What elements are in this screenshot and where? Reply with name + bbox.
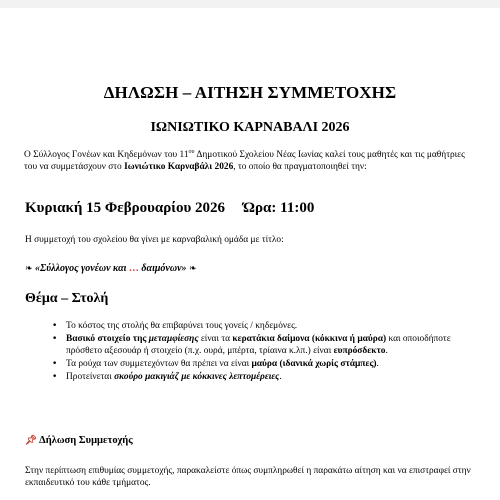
costume-heading: Θέμα – Στολή [25,291,109,306]
ornament-leaf-icon: ❧ [189,264,197,274]
group-title: ❧ «Σύλλογος γονέων και … δαιμόνων» ❧ [25,263,197,274]
event-time: Ώρα: 11:00 [243,200,315,216]
pushpin-icon: 📌︎ [25,435,38,446]
declaration-text: Στην περίπτωση επιθυμίας συμμετοχής, παρακαλείστε όπως συμπληρωθεί η παρακάτω αίτηση και να επιστραφεί στην εκπαιδευτικό του κάθε τμήματος. [25,466,471,488]
participation-text: Η συμμετοχή του σχολείου θα γίνει με καρναβαλική ομάδα με τίτλο: [25,235,284,245]
costume-list [54,321,474,385]
event-date: Κυριακή 15 Φεβρουαρίου 2026 [25,200,225,216]
event-date-time [25,200,314,217]
document-title: ΔΗΛΩΣΗ – ΑΙΤΗΣΗ ΣΥΜΜΕΤΟΧΗΣ [103,83,397,102]
declaration-heading: 📌︎ Δήλωση Συμμετοχής [25,435,133,446]
intro-paragraph: Ο Σύλλογος Γονέων και Κηδεμόνων του $11^{o\upsilon}$ Δημοτικού Σχολείου Νέας Ιωνίας καλεί τους μαθητές και τις μαθήτριες του να συμμετάσχουν στο Ιωνιώτικο Καρναβάλι 2026, το οποίο θα πραγματοποιηθεί την: [24,148,465,172]
list-item: • Τα ρούχα των συμμετεχόντων θα πρέπει να είναι μαύρα (ιδανικά χωρίς στάμπες). [54,359,474,371]
list-item: • Βασικό στοιχείο της μεταμφίεσης είναι τα κερατάκια δαίμονα (κόκκινα ή μαύρα) και οποιοδήποτε πρόσθετο αξεσουάρ ή στοιχείο (π.χ. ουρά, μπέρτα, τρίαινα κ.λπ.) είναι ευπρόσδεκτο. [54,334,474,357]
ornament-leaf-icon: ❧ [25,264,33,274]
list-item: • Το κόστος της στολής θα επιβαρύνει τους γονείς / κηδεμόνες. [54,321,474,333]
document-subtitle: ΙΩΝΙΩΤΙΚΟ ΚΑΡΝΑΒΑΛΙ 2026 [150,120,350,135]
list-item: • Προτείνεται σκούρο μακιγιάζ με κόκκινες λεπτομέρειες. [54,372,474,384]
